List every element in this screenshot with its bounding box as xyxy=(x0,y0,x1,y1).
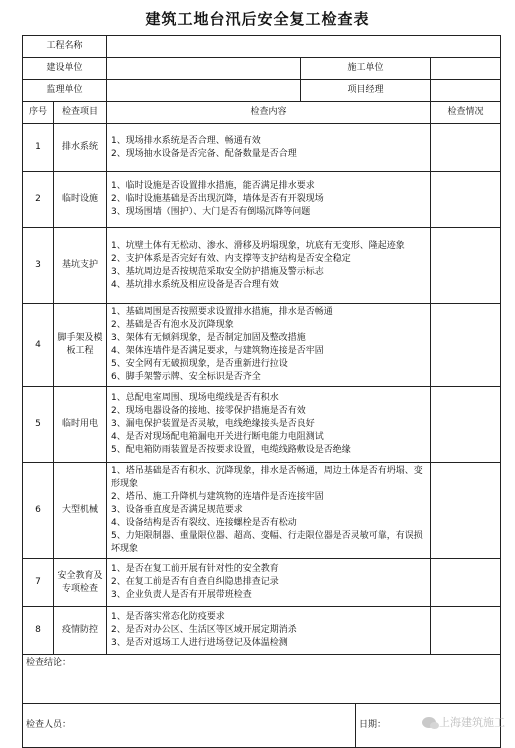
row-item: 脚手架及模板工程 xyxy=(54,304,107,387)
row-status-field[interactable] xyxy=(431,124,501,172)
header-no: 序号 xyxy=(23,102,54,124)
content-line: 3、设备垂直度是否满足规范要求 xyxy=(111,505,243,515)
builder-field[interactable] xyxy=(107,58,301,80)
content-line: 1、基础周围是否按照要求设置排水措施，排水是否畅通 xyxy=(111,307,333,317)
table-row xyxy=(23,559,501,607)
content-line: 4、设备结构是否有裂纹、连接螺栓是否有松动 xyxy=(111,518,297,528)
row-item: 大型机械 xyxy=(54,463,107,559)
table-row xyxy=(23,304,501,387)
builder-label: 建设单位 xyxy=(23,58,107,80)
content-line: 4、架体连墙件是否满足要求，与建筑物连接是否牢固 xyxy=(111,346,324,356)
content-line: 2、是否对办公区、生活区等区域开展定期消杀 xyxy=(111,625,297,635)
content-line: 2、支护体系是否完好有效、内支撑等支护结构是否安全稳定 xyxy=(111,253,351,264)
contractor-field[interactable] xyxy=(431,58,501,80)
row-number: 8 xyxy=(23,607,54,655)
content-line: 3、漏电保护装置是否灵敏，电线绝缘接头是否良好 xyxy=(111,419,315,429)
content-line: 2、现场电器设备的接地、接零保护措施是否有效 xyxy=(111,406,306,416)
row-number: 5 xyxy=(23,387,54,463)
row-content xyxy=(107,607,431,655)
project-name-field[interactable] xyxy=(107,36,501,58)
content-line: 1、是否在复工前开展有针对性的安全教育 xyxy=(111,564,279,574)
row-number: 1 xyxy=(23,124,54,172)
table-row xyxy=(23,124,501,172)
watermark-text: 上海建筑施工 xyxy=(439,716,505,729)
content-line: 3、是否对返场工人进行进场登记及体温检测 xyxy=(111,638,288,648)
row-content xyxy=(107,559,431,607)
row-status-field[interactable] xyxy=(431,304,501,387)
inspector-label: 检查人员： xyxy=(26,720,72,730)
row-item: 排水系统 xyxy=(54,124,107,172)
row-content xyxy=(107,387,431,463)
content-line: 1、塔吊基础是否有积水、沉降现象，排水是否畅通，周边土体是否有坍塌、变形现象 xyxy=(111,466,423,489)
row-content xyxy=(107,172,431,228)
content-line: 4、基坑排水系统及相应设备是否合理有效 xyxy=(111,279,279,290)
supervisor-row xyxy=(23,80,501,102)
manager-field[interactable] xyxy=(431,80,501,102)
table-row xyxy=(23,463,501,559)
row-item: 临时用电 xyxy=(54,387,107,463)
supervisor-label: 监理单位 xyxy=(23,80,107,102)
conclusion-row xyxy=(23,655,501,704)
wechat-icon xyxy=(422,717,436,728)
content-line: 3、现场围墙（围护）、大门是否有倒塌沉降等问题 xyxy=(111,207,311,217)
row-status-field[interactable] xyxy=(431,228,501,304)
content-line: 1、是否落实常态化防疫要求 xyxy=(111,612,225,622)
header-content: 检查内容 xyxy=(107,102,431,124)
row-number: 2 xyxy=(23,172,54,228)
row-content xyxy=(107,463,431,559)
supervisor-field[interactable] xyxy=(107,80,301,102)
table-row xyxy=(23,607,501,655)
row-number: 4 xyxy=(23,304,54,387)
row-item: 基坑支护 xyxy=(54,228,107,304)
project-name-row xyxy=(23,36,501,58)
row-status-field[interactable] xyxy=(431,607,501,655)
content-line: 3、企业负责人是否有开展带班检查 xyxy=(111,590,252,600)
table-row xyxy=(23,387,501,463)
content-line: 2、在复工前是否有自查自纠隐患排查记录 xyxy=(111,577,279,587)
header-status: 检查情况 xyxy=(431,102,501,124)
row-status-field[interactable] xyxy=(431,172,501,228)
row-status-field[interactable] xyxy=(431,387,501,463)
content-line: 5、力矩限制器、重量限位器、超高、变幅、行走限位器是否灵敏可靠，有误损坏现象 xyxy=(111,531,423,554)
contractor-label: 施工单位 xyxy=(301,58,431,80)
content-line: 2、临时设施基础是否出现沉降，墙体是否有开裂现场 xyxy=(111,194,324,204)
row-content xyxy=(107,124,431,172)
content-line: 3、基坑周边是否按规范采取安全防护措施及警示标志 xyxy=(111,266,324,277)
manager-label: 项目经理 xyxy=(301,80,431,102)
content-line: 6、脚手架警示牌、安全标识是否齐全 xyxy=(111,372,261,382)
header-row xyxy=(23,102,501,124)
header-item: 检查项目 xyxy=(54,102,107,124)
row-content xyxy=(107,228,431,304)
content-line: 2、基础是否有泡水及沉降现象 xyxy=(111,320,234,330)
content-line: 2、现场抽水设备是否完备、配备数量是否合理 xyxy=(111,148,297,159)
content-line: 3、架体有无倾斜现象，是否制定加固及整改措施 xyxy=(111,333,306,343)
conclusion-label: 检查结论： xyxy=(26,658,72,668)
table-row xyxy=(23,172,501,228)
row-status-field[interactable] xyxy=(431,463,501,559)
inspector-field[interactable] xyxy=(23,704,356,748)
row-number: 6 xyxy=(23,463,54,559)
row-number: 3 xyxy=(23,228,54,304)
inspection-table xyxy=(22,35,501,748)
content-line: 5、安全网有无破损现象，是否重新进行拉设 xyxy=(111,359,288,369)
content-line: 1、临时设施是否设置排水措施，能否满足排水要求 xyxy=(111,181,315,191)
content-line: 5、配电箱防雨装置是否按要求设置，电缆线路敷设是否绝缘 xyxy=(111,445,351,455)
date-label: 日期： xyxy=(359,720,387,730)
content-line: 4、是否对现场配电箱漏电开关进行断电能力电阻测试 xyxy=(111,432,324,442)
builder-row xyxy=(23,58,501,80)
row-number: 7 xyxy=(23,559,54,607)
content-line: 1、坑壁土体有无松动、渗水、滑移及坍塌现象，坑底有无变形、隆起迹象 xyxy=(111,240,405,251)
content-line: 1、现场排水系统是否合理、畅通有效 xyxy=(111,135,261,146)
table-row xyxy=(23,228,501,304)
watermark xyxy=(422,714,505,730)
row-item: 临时设施 xyxy=(54,172,107,228)
row-item: 疫情防控 xyxy=(54,607,107,655)
project-name-label: 工程名称 xyxy=(23,36,107,58)
conclusion-field[interactable] xyxy=(23,655,501,704)
page-title: 建筑工地台汛后安全复工检查表 xyxy=(145,10,370,28)
row-item: 安全教育及专项检查 xyxy=(54,559,107,607)
content-line: 1、总配电室周围、现场电缆线是否有积水 xyxy=(111,393,279,403)
row-content xyxy=(107,304,431,387)
row-status-field[interactable] xyxy=(431,559,501,607)
content-line: 2、塔吊、施工升降机与建筑物的连墙件是否连接牢固 xyxy=(111,492,324,502)
